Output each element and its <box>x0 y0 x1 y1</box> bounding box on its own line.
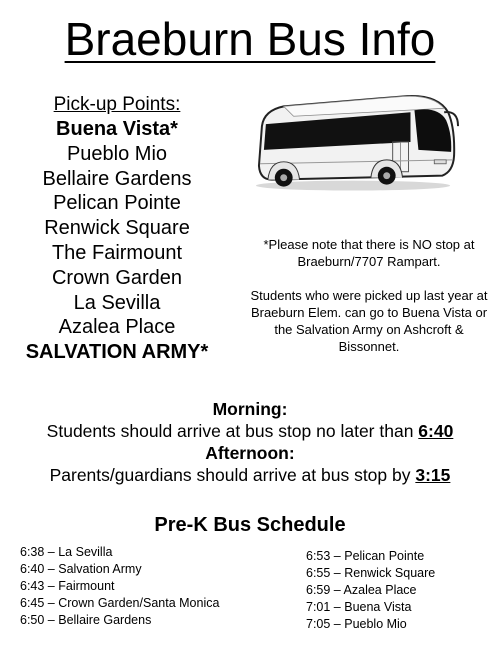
pickup-stop: Bellaire Gardens <box>42 167 192 190</box>
schedule-item: 7:05 – Pueblo Mio <box>306 617 407 631</box>
afternoon-time: 3:15 <box>415 465 451 485</box>
arrival-times <box>0 398 500 486</box>
prek-schedule-left <box>20 544 219 629</box>
morning-time: 6:40 <box>418 421 454 441</box>
schedule-item: 6:55 – Renwick Square <box>306 566 436 580</box>
pickup-stop: Renwick Square <box>44 217 190 240</box>
afternoon-instruction <box>0 464 500 486</box>
pickup-heading: Pick-up Points: <box>53 94 181 115</box>
morning-instruction <box>0 420 500 442</box>
afternoon-text: Parents/guardians should arrive at bus stop by <box>49 465 416 485</box>
stop-note <box>244 236 494 372</box>
morning-label: Morning: <box>212 399 288 419</box>
prek-schedule-title: Pre-K Bus Schedule <box>154 514 346 536</box>
transfer-note: Students who were picked up last year at Braeburn Elem. can go to Buena Vista or the Salvation Army on Ashcroft & Bissonnet. <box>250 288 488 354</box>
pickup-stop: SALVATION ARMY* <box>25 341 209 364</box>
schedule-item: 6:59 – Azalea Place <box>306 583 417 597</box>
bus-icon <box>254 90 462 194</box>
pickup-stop: The Fairmount <box>51 241 183 264</box>
pickup-stop: Azalea Place <box>58 316 176 339</box>
pickup-stop: Pelican Pointe <box>53 192 181 215</box>
pickup-stop: Buena Vista* <box>56 118 178 140</box>
schedule-item: 6:43 – Fairmount <box>20 579 115 593</box>
schedule-item: 6:50 – Bellaire Gardens <box>20 613 152 627</box>
schedule-item: 6:38 – La Sevilla <box>20 545 113 559</box>
pickup-stop: Crown Garden <box>51 266 183 289</box>
schedule-item: 7:01 – Buena Vista <box>306 600 412 614</box>
page-title: Braeburn Bus Info <box>64 13 436 65</box>
no-stop-note <box>244 236 494 270</box>
no-stop-note-text: *Please note that there is NO stop at Braeburn/7707 Rampart. <box>263 237 475 269</box>
schedule-item: 6:45 – Crown Garden/Santa Monica <box>20 596 220 610</box>
pickup-points <box>0 92 234 365</box>
pickup-stop: Pueblo Mio <box>66 142 168 165</box>
schedule-item: 6:53 – Pelican Pointe <box>306 549 425 563</box>
prek-schedule-right <box>306 548 435 633</box>
afternoon-label: Afternoon: <box>205 443 295 463</box>
pickup-stop: La Sevilla <box>73 291 161 314</box>
morning-text: Students should arrive at bus stop no later than <box>46 421 419 441</box>
schedule-item: 6:40 – Salvation Army <box>20 562 142 576</box>
